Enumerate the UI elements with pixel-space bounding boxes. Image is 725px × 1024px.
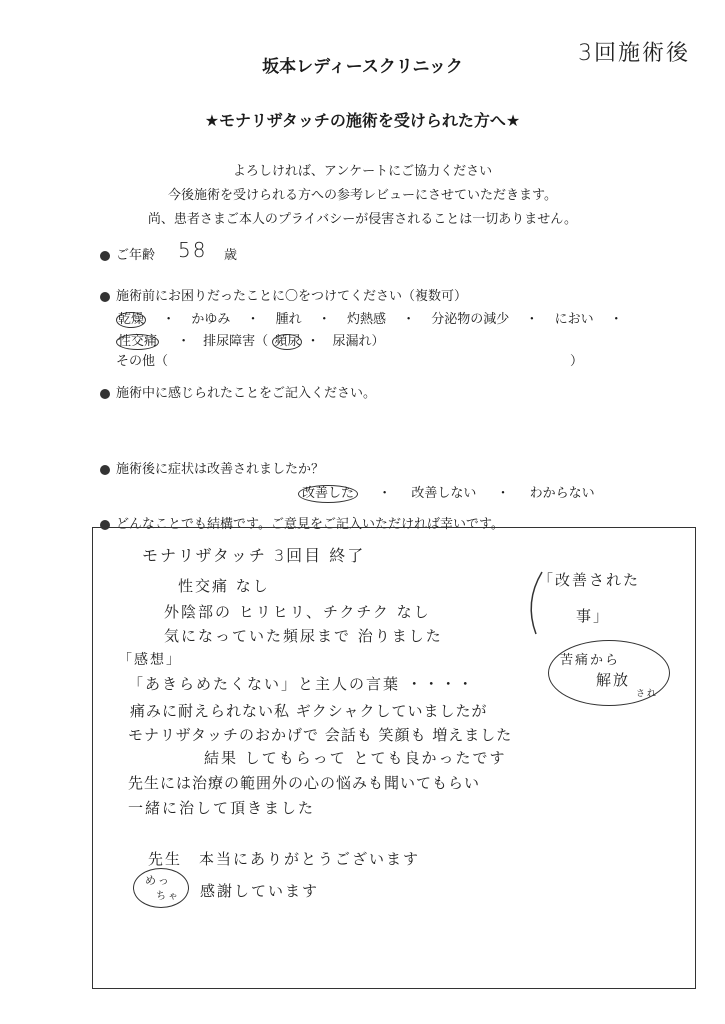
comment-line-9: 結果 してもらって とても良かったです [204,749,507,767]
age-unit: 歳 [224,248,238,263]
form-subtitle: ★モナリザタッチの施術を受けられた方へ★ [204,111,521,130]
option-unknown: わからない [529,486,595,501]
after-options [298,482,595,503]
symptom-dryness-circled: 乾燥 [118,312,145,327]
question-during [100,382,376,401]
option-not-improved: 改善しない [411,486,477,501]
note-improved-1: 「改善された [538,571,641,589]
symptoms-row-1 [116,308,635,328]
intro-line-1: よろしければ、アンケートにご協力ください [232,164,493,179]
symptoms-row-2 [116,330,384,350]
symptom-burning: 灼熱感 [346,312,386,327]
age-value: 58 [178,238,208,262]
comment-line-7: 痛みに耐えられない私 ギクシャクしていましたが [130,702,488,720]
option-improved-circled: 改善した [298,485,358,503]
symptom-swelling: 腫れ [275,312,302,327]
comment-label: どんなことでも結構です。ご意見をご記入いただければ幸いです。 [116,517,504,532]
bullet-icon [100,465,110,475]
separator: ・ [402,312,416,327]
bullet-icon [100,251,110,261]
separator: ・ [162,312,176,327]
symptom-itching: かゆみ [191,312,231,327]
after-label: 施術後に症状は改善されましたか？ [116,462,325,477]
comment-line-6: 「あきらめたくない」と主人の言葉 ・・・・ [128,675,475,693]
question-symptoms [100,285,467,304]
bullet-icon [100,292,110,302]
question-age [100,244,155,263]
comment-line-1: モナリザタッチ 3回目 終了 [142,546,366,565]
note-free-2: 解放 [596,671,631,689]
during-label: 施術中に感じられたことをご記入ください。 [116,386,377,401]
mecha-1: めっ [145,874,171,887]
separator: ・ [246,312,260,327]
handwritten-session-note: 3回施術後 [578,41,690,66]
symptom-other: その他（ [116,354,169,369]
symptom-leakage: ・ 尿漏れ） [306,334,385,349]
symptom-odor: におい [554,312,594,327]
symptoms-label: 施術前にお困りだったことに〇をつけてください（複数可） [116,289,468,304]
separator: ・ [496,486,510,501]
symptoms-row-3 [116,350,168,369]
separator: ・ [609,312,623,327]
comment-line-3: 外陰部の ヒリヒリ、チクチク なし [164,603,431,621]
separator: ・ [378,486,392,501]
intro-line-2: 今後施術を受けられる方への参考レビューにさせていただきます。 [168,188,557,203]
comment-line-5: 「感想」 [118,652,182,668]
note-improved-2: 事」 [576,607,611,625]
intro-line-3: 尚、患者さまご本人のプライバシーが侵害されることは一切ありません。 [147,212,578,227]
separator: ・ [317,312,331,327]
question-after [100,458,324,477]
comment-line-4: 気になっていた頻尿まで 治りました [164,627,443,645]
separator: ・ [525,312,539,327]
comment-line-12: 先生 本当にありがとうございます [148,850,421,868]
age-label: ご年齢 [116,248,156,263]
symptom-discharge: 分泌物の減少 [431,312,510,327]
clinic-name: 坂本レディースクリニック [262,57,463,77]
comment-line-11: 一緒に治して頂きました [128,799,316,817]
note-free-1: 苦痛から [560,653,621,668]
symptom-urinary: ・ 排尿障害（ [177,334,269,349]
symptom-other-close: ） [570,354,584,369]
symptom-frequency-circled: 頻尿 [274,334,301,349]
note-free-3: され [636,689,659,699]
symptom-dyspareunia-circled: 性交痛 [118,334,158,349]
bullet-icon [100,389,110,399]
bracket-mark [518,568,548,638]
mecha-2: ちゃ [156,891,180,902]
comment-line-8: モナリザタッチのおかげで 会話も 笑顔も 増えました [128,726,513,744]
comment-line-13: 感謝しています [200,882,320,900]
comment-line-10: 先生には治療の範囲外の心の悩みも聞いてもらい [128,774,481,792]
comment-line-2: 性交痛 なし [178,577,270,595]
